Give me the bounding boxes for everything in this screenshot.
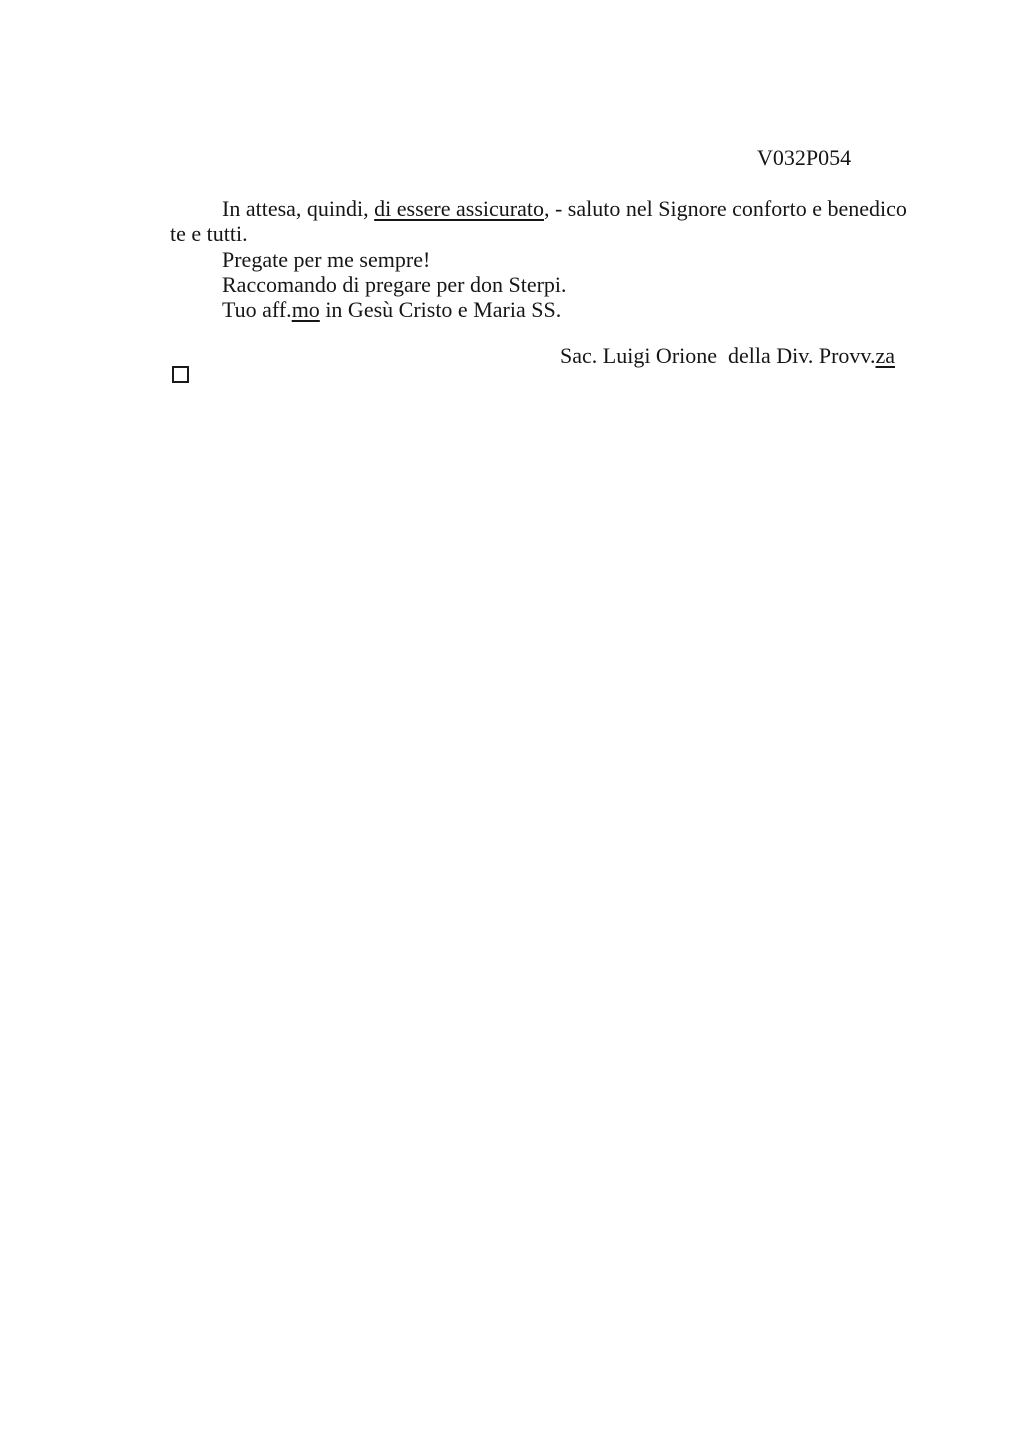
document-id: V032P054 (757, 145, 852, 170)
paragraph-text: Tuo aff. (222, 297, 292, 323)
empty-square-icon (172, 366, 189, 383)
letter-body (170, 196, 907, 323)
paragraph-text: in Gesù Cristo e Maria SS. (319, 297, 562, 323)
underlined-text: di essere assicurato (374, 196, 544, 221)
underlined-text: mo (291, 297, 320, 323)
paragraph-line: Raccomando di pregare per don Sterpi. (222, 271, 567, 297)
paragraph-line (170, 196, 907, 221)
paragraph-line (170, 297, 890, 322)
paragraph-text: In attesa, quindi, (222, 196, 375, 221)
underlined-text: za (875, 343, 896, 368)
signature-text: Sac. Luigi Orione della Div. Provv. (560, 343, 876, 368)
paragraph-line: Pregate per me sempre! (222, 246, 431, 272)
signature-line (560, 343, 895, 368)
paragraph-text: , - saluto nel Signore conforto e benedico (543, 196, 907, 221)
paragraph-line: te e tutti. (170, 221, 248, 247)
